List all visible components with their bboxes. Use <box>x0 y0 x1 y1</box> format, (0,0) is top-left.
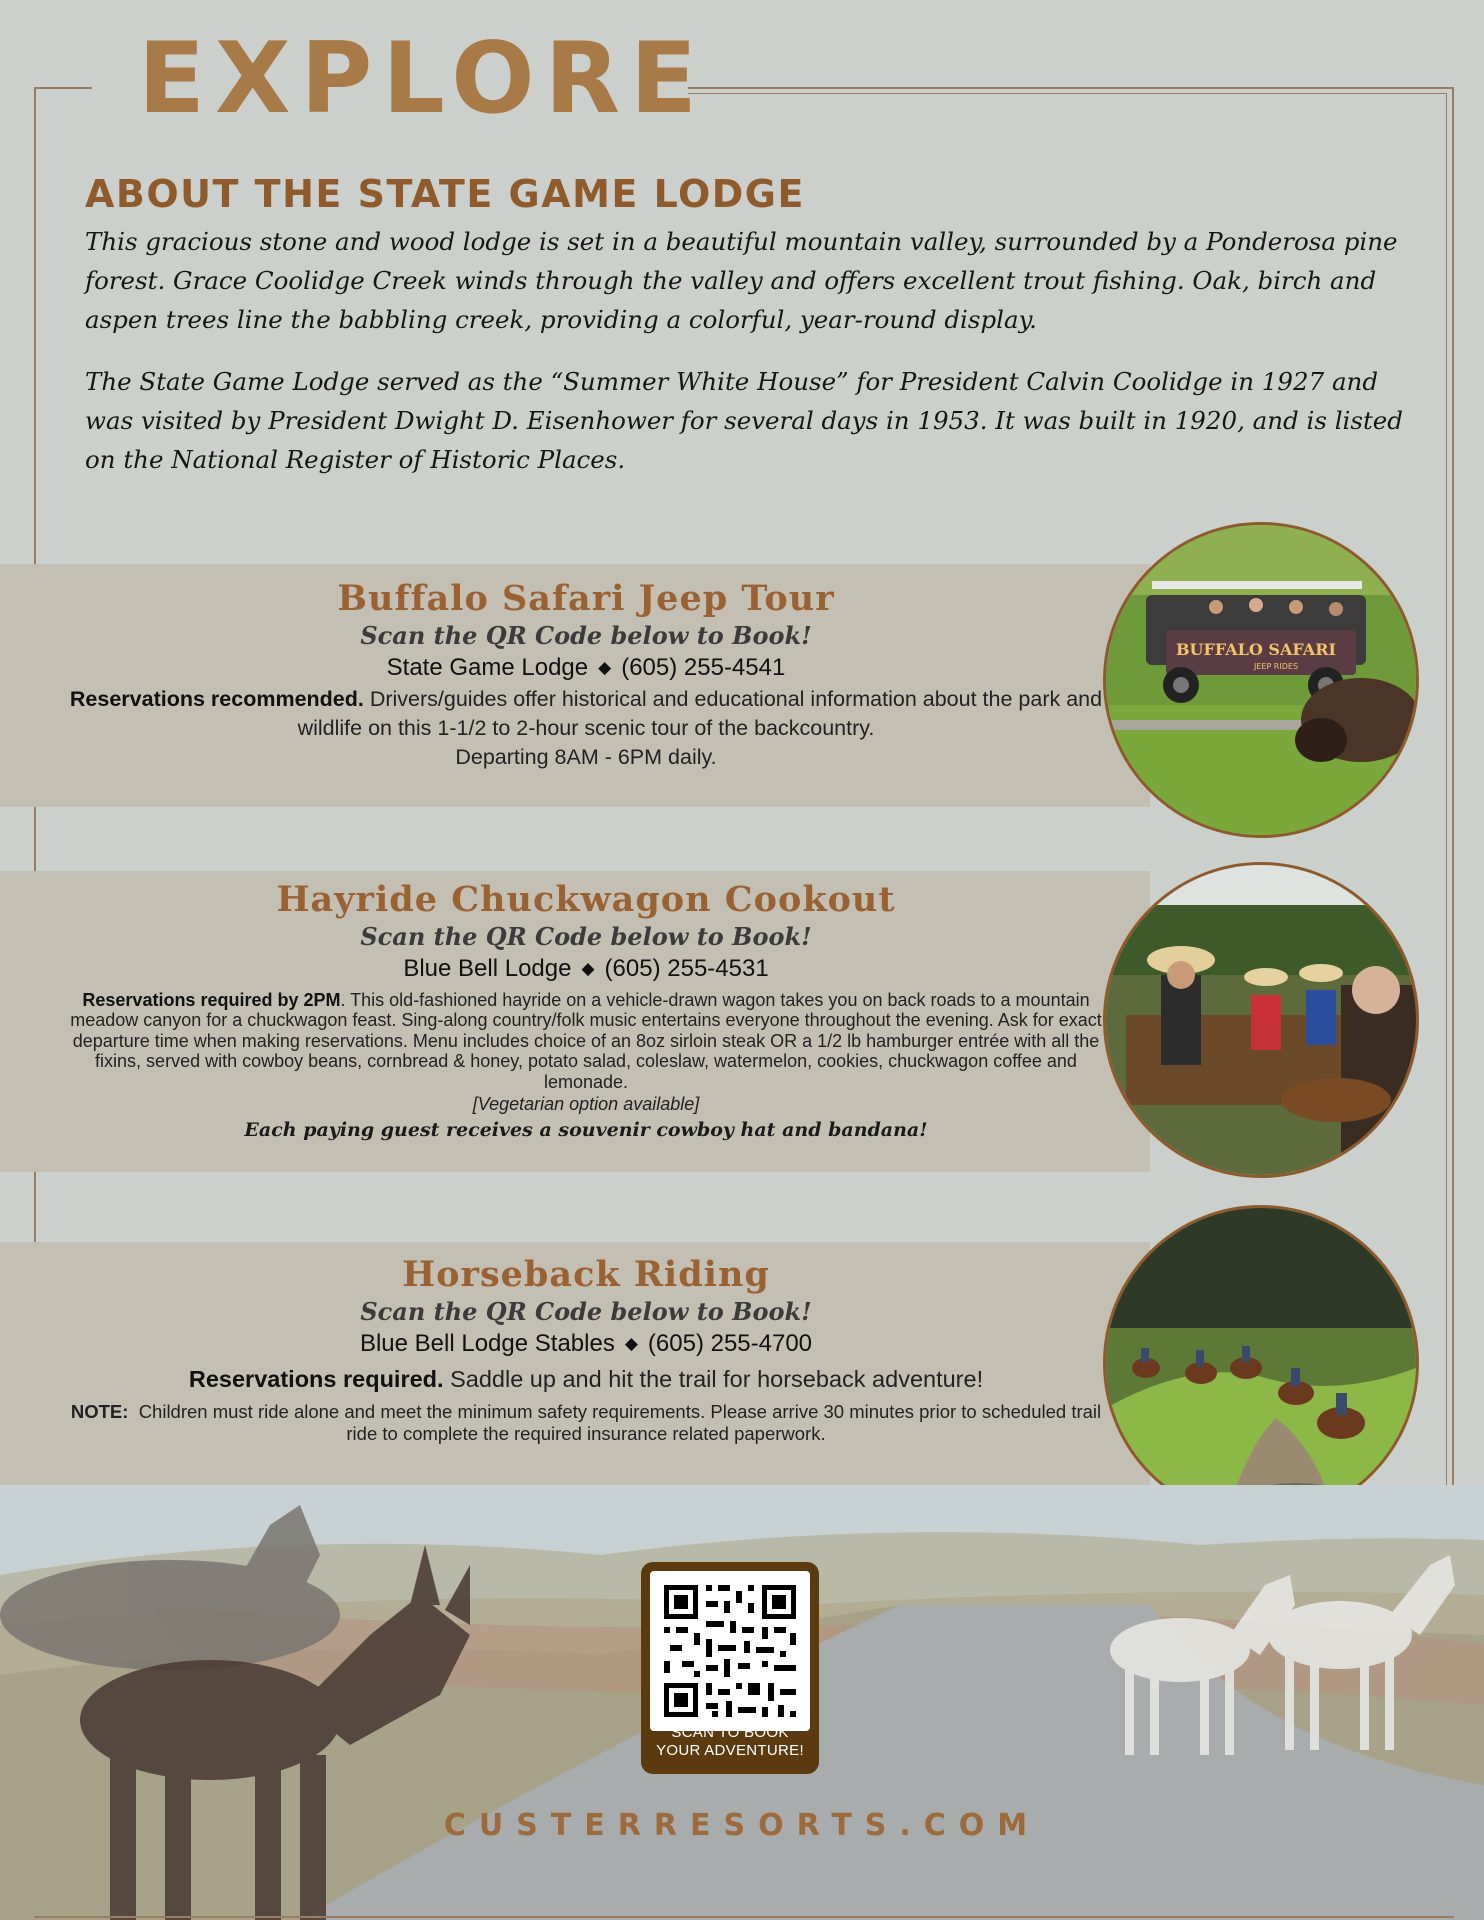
about-heading: ABOUT THE STATE GAME LODGE <box>85 172 805 216</box>
website-link[interactable]: CUSTERRESORTS.COM <box>443 1808 1041 1843</box>
location-name: Blue Bell Lodge Stables <box>359 1330 615 1358</box>
reservation-note: Reservations required. <box>188 1365 444 1392</box>
location-name: State Game Lodge <box>386 654 589 682</box>
safety-note <box>66 1401 1106 1445</box>
description-text: Drivers/guides offer historical and educational information about the park and wildlife on this 1-1/2 to 2-hour scenic tour of the backcountry. <box>297 686 1103 740</box>
phone-number: (605) 255-4531 <box>604 955 769 983</box>
activity-description <box>66 990 1106 1093</box>
phone-number: (605) 255-4700 <box>647 1330 813 1358</box>
reservation-note: Reservations recommended. <box>69 686 364 711</box>
qr-caption-line-2: YOUR ADVENTURE! <box>656 1742 804 1759</box>
diamond-icon: ◆ <box>624 1334 638 1354</box>
about-paragraph-1: This gracious stone and wood lodge is set in a beautiful mountain valley, surrounded by a Ponderosa pine forest. Grace Coolidge Creek winds through the valley and offers excellent trout fishing. Oak, birch and aspen trees line the babbling creek, providing a colorful, year-round display. <box>85 227 1398 334</box>
horseback-photo <box>1103 1205 1419 1521</box>
scan-prompt: Scan the QR Code below to Book! <box>360 922 812 951</box>
description-text: Saddle up and hit the trail for horseback adventure! <box>450 1365 984 1392</box>
frame-line-top-inner <box>688 93 1447 94</box>
phone-number: (605) 255-4541 <box>621 654 786 682</box>
activity-title: Hayride Chuckwagon Cookout <box>276 879 896 920</box>
jeep-subsign-text: JEEP RIDES <box>1253 662 1299 671</box>
departure-times: Departing 8AM - 6PM daily. <box>455 744 717 769</box>
note-label: NOTE: <box>70 1400 129 1422</box>
activity-band-jeep-tour <box>0 564 1150 807</box>
diamond-icon: ◆ <box>581 959 595 979</box>
jeep-sign-text: BUFFALO SAFARI <box>1175 640 1337 659</box>
note-text: Children must ride alone and meet the minimum safety requirements. Please arrive 30 minutes prior to scheduled trail ride to complete the required insurance related paperwork. <box>138 1400 1102 1444</box>
activity-title: Horseback Riding <box>402 1254 770 1295</box>
activity-horseback <box>66 1254 1106 1445</box>
hayride-photo <box>1103 862 1419 1178</box>
diamond-icon: ◆ <box>598 658 612 678</box>
activity-band-chuckwagon <box>0 871 1150 1172</box>
jeep-tour-photo <box>1103 522 1419 838</box>
qr-caption <box>641 1724 819 1760</box>
activity-description <box>66 1361 1106 1397</box>
activity-title: Buffalo Safari Jeep Tour <box>337 578 835 619</box>
activity-band-horseback <box>0 1242 1150 1485</box>
contact-line <box>66 952 1106 986</box>
qr-code-card[interactable] <box>641 1562 819 1774</box>
frame-line-top-left <box>34 87 92 89</box>
page-title: EXPLORE <box>138 22 707 136</box>
location-name: Blue Bell Lodge <box>403 955 572 983</box>
activity-jeep-tour <box>66 578 1106 772</box>
activity-chuckwagon <box>66 879 1106 1144</box>
scan-prompt: Scan the QR Code below to Book! <box>360 1297 812 1326</box>
contact-line <box>66 651 1106 685</box>
description-text: . This old-fashioned hayride on a vehicle-drawn wagon takes you on back roads to a mountain meadow canyon for a chuckwagon feast. Sing-along country/folk music entertains everyone throughout the evening. Ask for exact departure time when making reservations. Menu includes choice of an 8oz sirloin steak OR a 1/2 lb hamburger entrée with all the fixins, served with cowboy beans, cornbread & honey, potato salad, coleslaw, watermelon, cookies, chuckwagon coffee and lemonade. <box>70 989 1102 1092</box>
activity-description <box>66 685 1106 772</box>
souvenir-note: Each paying guest receives a souvenir cowboy hat and bandana! <box>244 1119 928 1142</box>
reservation-note: Reservations required by 2PM <box>82 989 341 1010</box>
vegetarian-note: [Vegetarian option available] <box>472 1094 700 1115</box>
qr-caption-line-1: SCAN TO BOOK <box>671 1724 789 1741</box>
about-paragraph-2: The State Game Lodge served as the “Summer White House” for President Calvin Coolidge in 1927 and was visited by President Dwight D. Eisenhower for several days in 1953. It was built in 1920, and is listed on the National Register of Historic Places. <box>85 367 1403 474</box>
contact-line <box>66 1327 1106 1361</box>
frame-line-top-right <box>688 87 1454 89</box>
scan-prompt: Scan the QR Code below to Book! <box>360 621 812 650</box>
qr-code[interactable] <box>650 1571 810 1731</box>
frame-line-bottom <box>34 1916 1454 1918</box>
